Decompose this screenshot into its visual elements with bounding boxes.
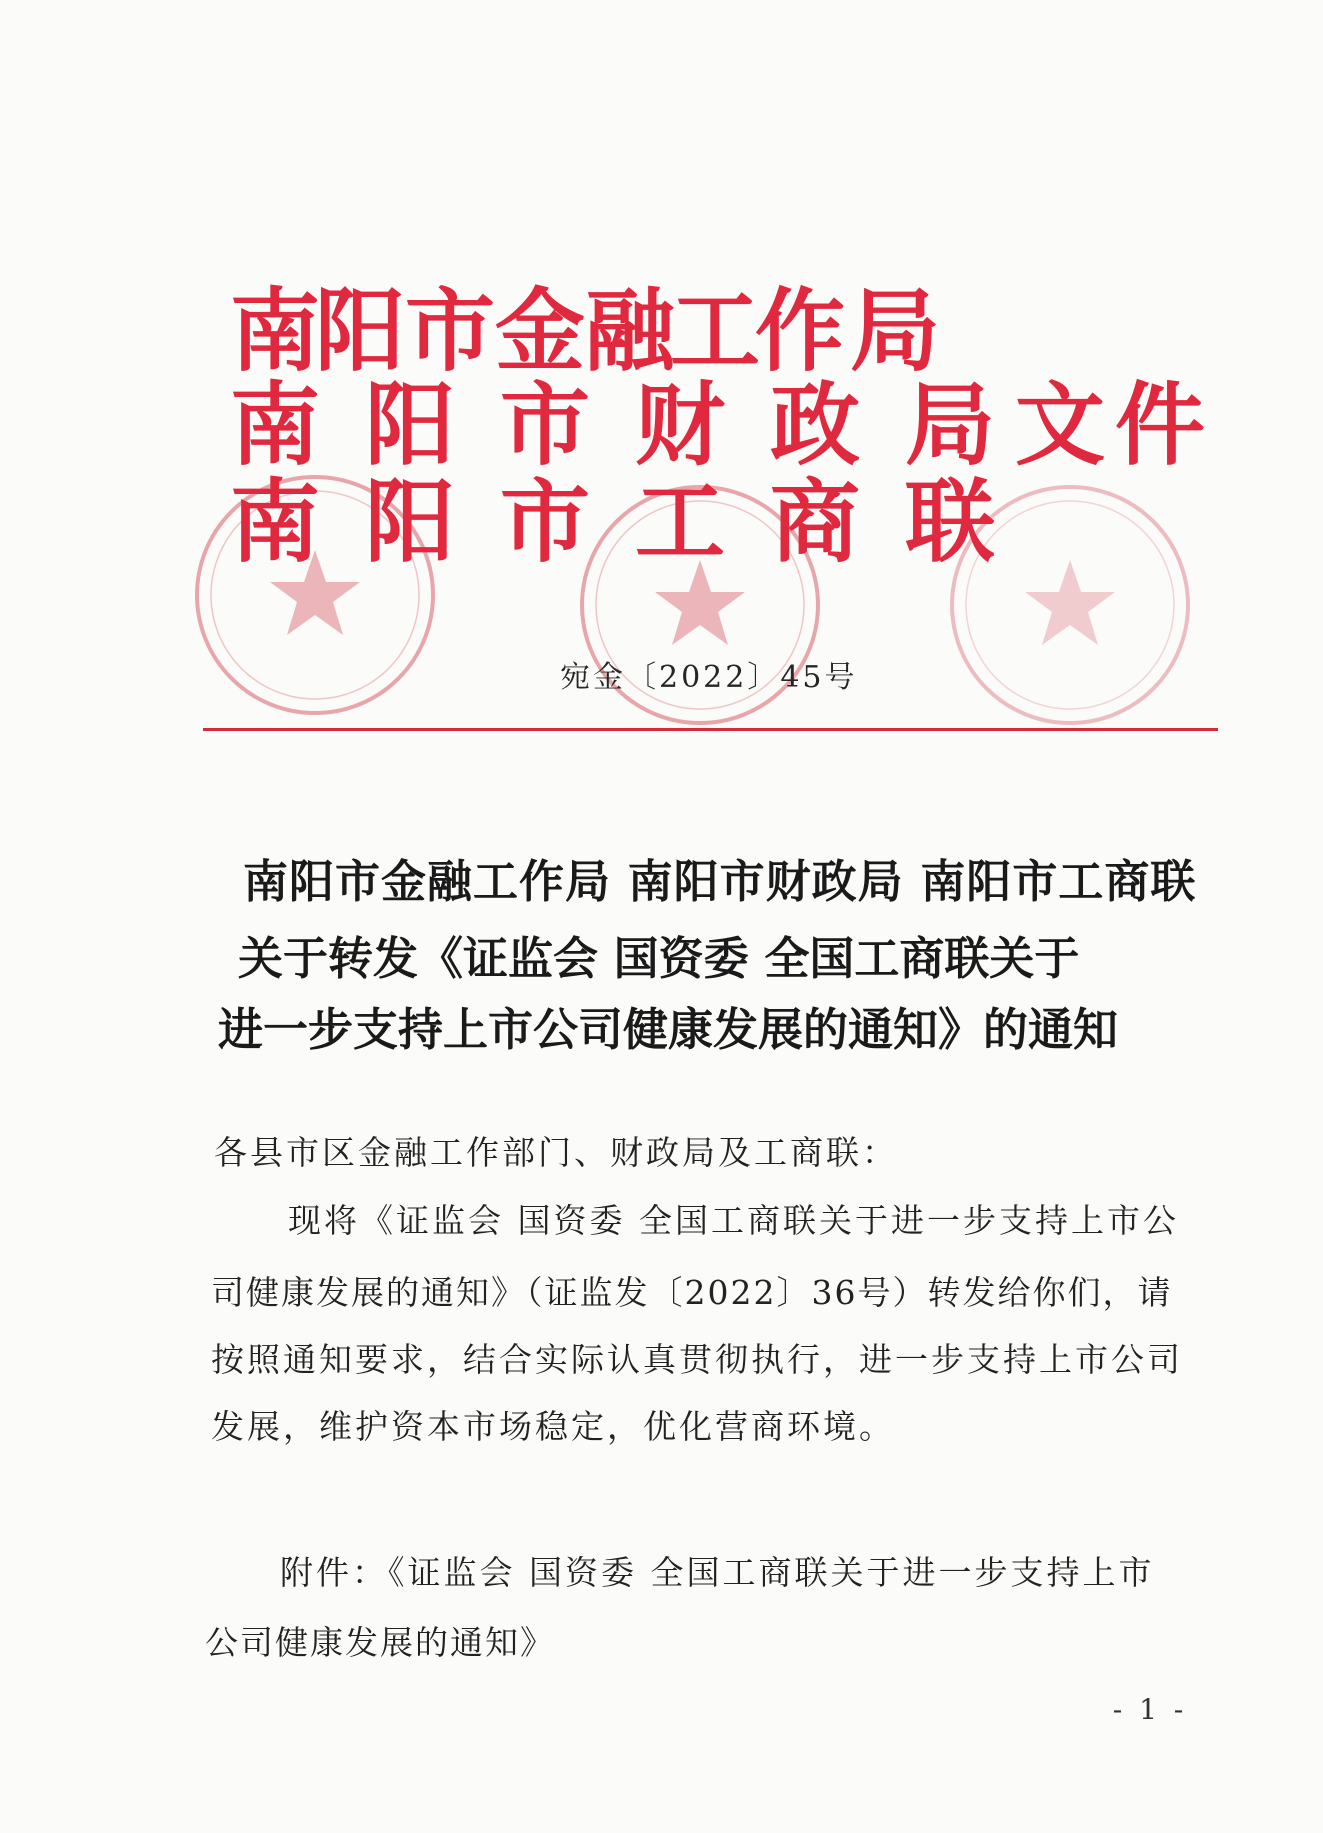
issuer-char: 文 xyxy=(1015,373,1105,478)
issuer-char: 阳 xyxy=(365,470,455,575)
issuer-char: 财 xyxy=(635,373,725,478)
issuer-char: 市 xyxy=(500,470,590,575)
attachment-line-2: 公司健康发展的通知》 xyxy=(205,1623,555,1662)
issuer-char: 工 xyxy=(635,470,725,575)
issuer-char: 阳 xyxy=(365,373,455,478)
title-line-1: 南阳市金融工作局 南阳市财政局 南阳市工商联 xyxy=(243,855,1197,908)
addressee: 各县市区金融工作部门、财政局及工商联： xyxy=(214,1133,898,1172)
issuer-char: 南 xyxy=(230,279,320,384)
issuer-char: 南 xyxy=(230,373,320,478)
attachment-line-1: 附件：《证监会 国资委 全国工商联关于进一步支持上市 xyxy=(280,1553,1155,1592)
paragraph-line-4: 发展，维护资本市场稳定，优化营商环境。 xyxy=(211,1407,895,1446)
issuer-char: 政 xyxy=(770,373,860,478)
issuer-char: 金 xyxy=(495,279,585,384)
paragraph-line-1: 现将《证监会 国资委 全国工商联关于进一步支持上市公 xyxy=(288,1201,1179,1240)
issuer-char: 市 xyxy=(405,279,495,384)
issuer-char: 阳 xyxy=(315,279,405,384)
paragraph-line-2: 司健康发展的通知》（证监发〔2022〕36号）转发给你们，请 xyxy=(211,1273,1173,1312)
issuer-char: 商 xyxy=(770,470,860,575)
red-divider-line xyxy=(203,728,1218,731)
document-number: 宛金〔2022〕45号 xyxy=(560,660,858,695)
issuer-header-line-2 xyxy=(0,373,1323,478)
paragraph-line-3: 按照通知要求，结合实际认真贯彻执行，进一步支持上市公司 xyxy=(211,1340,1183,1379)
issuer-char: 局 xyxy=(905,373,995,478)
issuer-char: 工 xyxy=(670,279,760,384)
issuer-header-line-3 xyxy=(0,470,1323,575)
issuer-char: 融 xyxy=(585,279,675,384)
issuer-char: 局 xyxy=(850,279,940,384)
title-line-3: 进一步支持上市公司健康发展的通知》的通知 xyxy=(218,1003,1119,1056)
issuer-char: 联 xyxy=(905,470,995,575)
title-line-2: 关于转发《证监会 国资委 全国工商联关于 xyxy=(238,932,1080,985)
issuer-char: 南 xyxy=(230,470,320,575)
issuer-char: 件 xyxy=(1115,373,1205,478)
issuer-char: 作 xyxy=(755,279,845,384)
issuer-header-line-1 xyxy=(0,279,1323,384)
issuer-char: 市 xyxy=(500,373,590,478)
page-number: - 1 - xyxy=(1112,1693,1188,1726)
